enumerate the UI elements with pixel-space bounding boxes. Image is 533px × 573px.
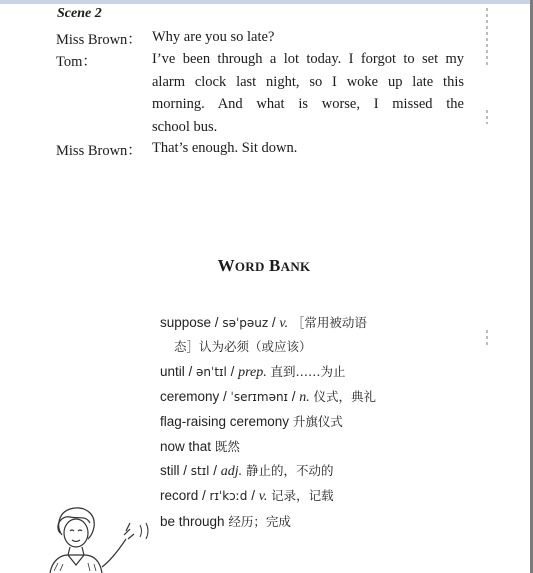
entry-ipa: stɪl [190, 464, 210, 478]
entry-until: until / ənˈtɪl / prep. 直到……为止 [160, 364, 346, 380]
word-bank-title [0, 256, 528, 276]
entry-ipa: səˈpəuz [222, 316, 269, 330]
speech-tom [152, 48, 464, 138]
entry-word: flag-raising ceremony [160, 414, 290, 429]
entry-meaning: 静止的，不动的 [245, 463, 334, 478]
entry-word: suppose [160, 315, 212, 330]
entry-flag-raising [160, 412, 343, 430]
entry-ipa: ˈserɪmənɪ [230, 390, 289, 404]
speaker-miss-brown-1: Miss Brown： [56, 32, 142, 48]
entry-still: still / stɪl / adj. 静止的，不动的 [160, 463, 334, 479]
entry-meaning: 经历；完成 [228, 514, 291, 529]
entry-meaning: 升旗仪式 [292, 414, 343, 429]
speech-miss-brown-2 [152, 137, 464, 160]
speech-line: That’s enough. Sit down. [152, 140, 298, 156]
entry-now-that [160, 437, 240, 455]
entry-ceremony: ceremony / ˈserɪmənɪ / n. 仪式，典礼 [160, 389, 377, 405]
entry-pos: v. [258, 489, 268, 504]
scene-heading: Scene 2 [57, 6, 102, 21]
entry-meaning: 既然 [214, 439, 240, 454]
speaker-miss-brown-2: Miss Brown： [56, 143, 142, 159]
margin-mark [486, 330, 488, 348]
entry-record: record / rɪˈkɔːd / v. 记录，记载 [160, 488, 334, 504]
entry-meaning: 直到……为止 [270, 364, 346, 379]
margin-mark [486, 110, 488, 124]
entry-word: ceremony [160, 389, 220, 404]
entry-meaning: 态］认为必须（或应该） [174, 339, 312, 354]
title-rest: ORD [234, 259, 265, 274]
entry-meaning: 记录，记载 [271, 488, 334, 503]
entry-suppose-cont [174, 337, 312, 355]
entry-word: be through [160, 514, 225, 529]
speech-line: alarm clock last night, so I woke up late this [152, 73, 464, 90]
entry-word: now that [160, 439, 212, 454]
entry-word: still [160, 463, 180, 478]
entry-pos: n. [299, 390, 310, 405]
entry-suppose: suppose / səˈpəuz / v. ［常用被动语 [160, 315, 367, 331]
entry-ipa: ənˈtɪl [196, 365, 227, 379]
entry-pos: v. [279, 316, 289, 331]
speech-line: morning. And what is worse, I missed the [152, 96, 464, 112]
entry-word: record [160, 488, 199, 503]
margin-mark [486, 8, 488, 68]
entry-meaning: 仪式，典礼 [313, 389, 377, 404]
entry-pos: prep. [238, 365, 267, 380]
speech-line: Why are you so late? [152, 29, 275, 45]
woman-illustration-icon [40, 505, 160, 573]
entry-ipa: rɪˈkɔːd [209, 489, 248, 503]
speech-line: school bus. [152, 118, 218, 135]
title-initial: B [268, 256, 281, 275]
entry-word: until [160, 364, 185, 379]
title-rest: ANK [280, 259, 311, 274]
entry-be-through [160, 512, 291, 530]
title-initial: W [217, 256, 235, 275]
speech-line: I’ve been through a lot today. I forgot to set my [152, 51, 464, 67]
speaker-tom: Tom： [56, 54, 97, 70]
entry-pos: adj. [220, 464, 243, 479]
speech-miss-brown-1 [152, 26, 464, 49]
entry-meaning: ［常用被动语 [291, 315, 367, 330]
